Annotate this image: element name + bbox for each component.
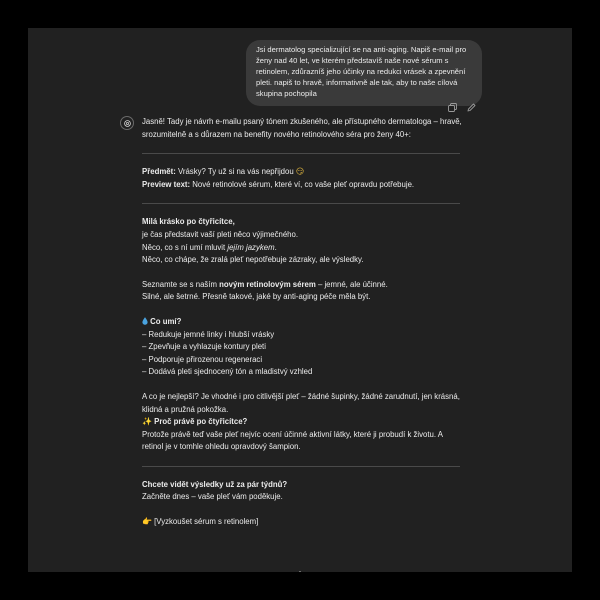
benefit-item: – Redukuje jemné linky i hlubší vrásky bbox=[142, 329, 275, 339]
edit-icon[interactable] bbox=[466, 102, 476, 112]
user-message-bubble bbox=[246, 40, 482, 106]
paragraph-line: je čas představit vaší pleti něco výjimečného. bbox=[142, 229, 299, 239]
preview-label: Preview text: bbox=[142, 179, 191, 189]
email-header bbox=[142, 166, 464, 191]
droplet-emoji-icon bbox=[142, 317, 148, 325]
benefit-item: – Podporuje přirozenou regeneraci bbox=[142, 354, 263, 364]
benefits-heading-line bbox=[142, 316, 464, 329]
benefit-item: – Dodává pleti sjednocený tón a mladistvý vzhled bbox=[142, 367, 313, 377]
paragraph-line: Silné, ale šetrné. Přesně takové, jaké by anti-aging péče měla být. bbox=[142, 292, 371, 302]
benefits-heading: Co umí? bbox=[150, 316, 182, 326]
assistant-message bbox=[142, 116, 464, 529]
subject-text: Vrásky? Ty už si na vás nepřijdou bbox=[177, 167, 294, 177]
openai-logo-icon bbox=[120, 116, 134, 130]
paragraph-line bbox=[142, 242, 464, 255]
copy-icon[interactable] bbox=[447, 102, 457, 112]
text-span: . bbox=[274, 242, 277, 252]
text-span: Něco, co s ní umí mluvit bbox=[142, 242, 228, 252]
email-paragraph-2 bbox=[142, 279, 464, 304]
text-span: – jemné, ale účinné. bbox=[315, 279, 388, 289]
text-span: Seznamte se s naším bbox=[142, 279, 220, 289]
why-text: Protože právě teď vaše pleť nejvíc ocení účinné aktivní látky, které ji probudí k životu. A retinol je v tomhle ohledu opravdový šampion. bbox=[142, 429, 443, 452]
arrow-down-icon[interactable] bbox=[294, 569, 306, 572]
chat-area bbox=[28, 28, 572, 572]
paragraph-line: Něco, co chápe, že zralá pleť nepotřebuje zázraky, ale výsledky. bbox=[142, 255, 364, 265]
user-message-text: Jsi dermatolog specializující se na anti-aging. Napiš e-mail pro ženy nad 40 let, ve kterém představíš naše nové sérum s retinolem, zdůrazníš jeho účinky na redukci vrásek a zpevnění pleti. napiš to hravě, informativně ale tak, aby to naše cílová skupina pochopila bbox=[256, 45, 467, 98]
cta-link[interactable]: [Vyzkoušet sérum s retinolem] bbox=[154, 517, 259, 527]
cta-section bbox=[142, 479, 464, 504]
product-name: novým retinolovým sérem bbox=[219, 279, 316, 289]
message-actions bbox=[447, 102, 476, 112]
why-heading-line bbox=[142, 416, 464, 429]
preview-text: Nové retinolové sérum, které ví, co vaše pleť opravdu potřebuje. bbox=[192, 179, 415, 189]
benefit-item: – Zpevňuje a vyhlazuje kontury pleti bbox=[142, 342, 266, 352]
cta-heading: Chcete vidět výsledky už za pár týdnů? bbox=[142, 479, 288, 489]
benefits-section bbox=[142, 316, 464, 379]
subject-label: Předmět: bbox=[142, 167, 176, 177]
cta-line bbox=[142, 516, 464, 529]
email-paragraph-3: A co je nejlepší? Je vhodné i pro citlivější pleť – žádné šupinky, žádné zarudnutí, jen krásná, klidná a pružná pokožka. bbox=[142, 391, 460, 414]
divider bbox=[142, 466, 460, 467]
cta-text: Začněte dnes – vaše pleť vám poděkuje. bbox=[142, 492, 283, 502]
preview-line bbox=[142, 179, 464, 192]
divider bbox=[142, 153, 460, 154]
divider bbox=[142, 203, 460, 204]
pointing-hand-emoji-icon: 👉 bbox=[142, 517, 152, 527]
email-paragraph-1 bbox=[142, 229, 464, 267]
assistant-intro: Jasně! Tady je návrh e-mailu psaný tónem zkušeného, ale přístupného dermatologa – hravě, srozumitelně a s důrazem na benefity nového retinolového séra pro ženy 40+: bbox=[142, 117, 462, 139]
why-section bbox=[142, 416, 464, 454]
paragraph-line bbox=[142, 279, 464, 292]
why-heading: Proč právě po čtyřicítce? bbox=[154, 417, 248, 427]
sparkles-emoji-icon: ✨ bbox=[142, 417, 152, 427]
email-greeting: Milá krásko po čtyřicítce, bbox=[142, 217, 235, 227]
subject-line bbox=[142, 166, 464, 179]
smirk-emoji-icon: 😏 bbox=[295, 167, 305, 177]
emphasis-text: jejím jazykem bbox=[227, 242, 275, 252]
